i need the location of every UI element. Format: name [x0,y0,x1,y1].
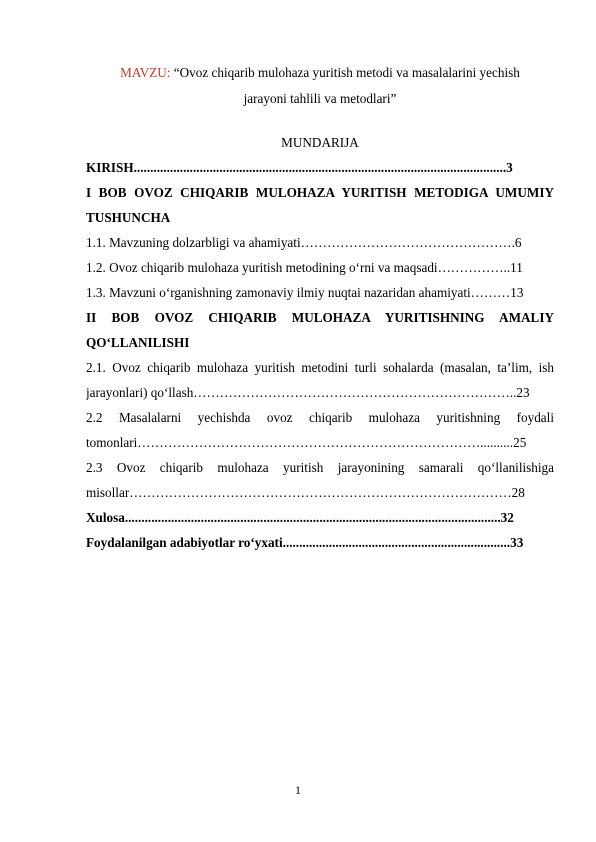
toc-entry-1-3: 1.3. Mavzuni o‘rganishning zamonaviy ilmiy nuqtai nazaridan ahamiyati………13 [86,285,524,300]
toc-entry-2-3-line-1: 2.3 Ovoz chiqarib mulohaza yuritish jarayonining samarali qo‘llanilishiga [86,460,554,475]
toc-entry-2-2-line-1: 2.2 Masalalarni yechishda ovoz chiqarib mulohaza yuritishning foydali [86,410,554,425]
toc-chapter-1-line-2: TUSHUNCHA [86,210,171,225]
toc-entry-references: Foydalanilgan adabiyotlar ro‘yxati.....................................................................33 [86,535,524,550]
toc-entry-2-3-line-2: misollar……………………………………………………………………………28 [86,485,525,500]
topic-title-line-1 [86,64,554,81]
toc-entry-2-1-line-2: jarayonlari) qo‘llash………………………………………………………………..23 [86,385,530,400]
page-number: 1 [295,783,301,797]
toc-entry-2-2-line-2: tomonlari……………………………………………………………………..........25 [86,435,527,450]
toc-entry-xulosa: Xulosa..................................................................................................................32 [86,510,514,525]
toc-entry-kirish: KIRISH.................................................................................................................3 [86,160,513,175]
toc-heading: MUNDARIJA [281,135,359,150]
topic-label: MAVZU: [120,65,171,80]
toc-chapter-1-line-1: I BOB OVOZ CHIQARIB MULOHAZA YURITISH METODIGA UMUMIY [86,185,554,200]
topic-title-text-1: “Ovoz chiqarib mulohaza yuritish metodi va masalalarini yechish [170,65,520,80]
toc-entry-1-1: 1.1. Mavzuning dolzarbligi va ahamiyati………………………………………….6 [86,235,522,250]
toc-entry-2-1-line-1: 2.1. Ovoz chiqarib mulohaza yuritish metodini turli sohalarda (masalan, ta’lim, ish [86,360,554,375]
topic-title-line-2: jarayoni tahlili va metodlari” [243,91,397,106]
toc-chapter-2-line-2: QO‘LLANILISHI [86,335,190,350]
toc-chapter-2-line-1: II BOB OVOZ CHIQARIB MULOHAZA YURITISHNING AMALIY [86,310,554,325]
toc-entry-1-2: 1.2. Ovoz chiqarib mulohaza yuritish metodining o‘rni va maqsadi……………..11 [86,260,523,275]
